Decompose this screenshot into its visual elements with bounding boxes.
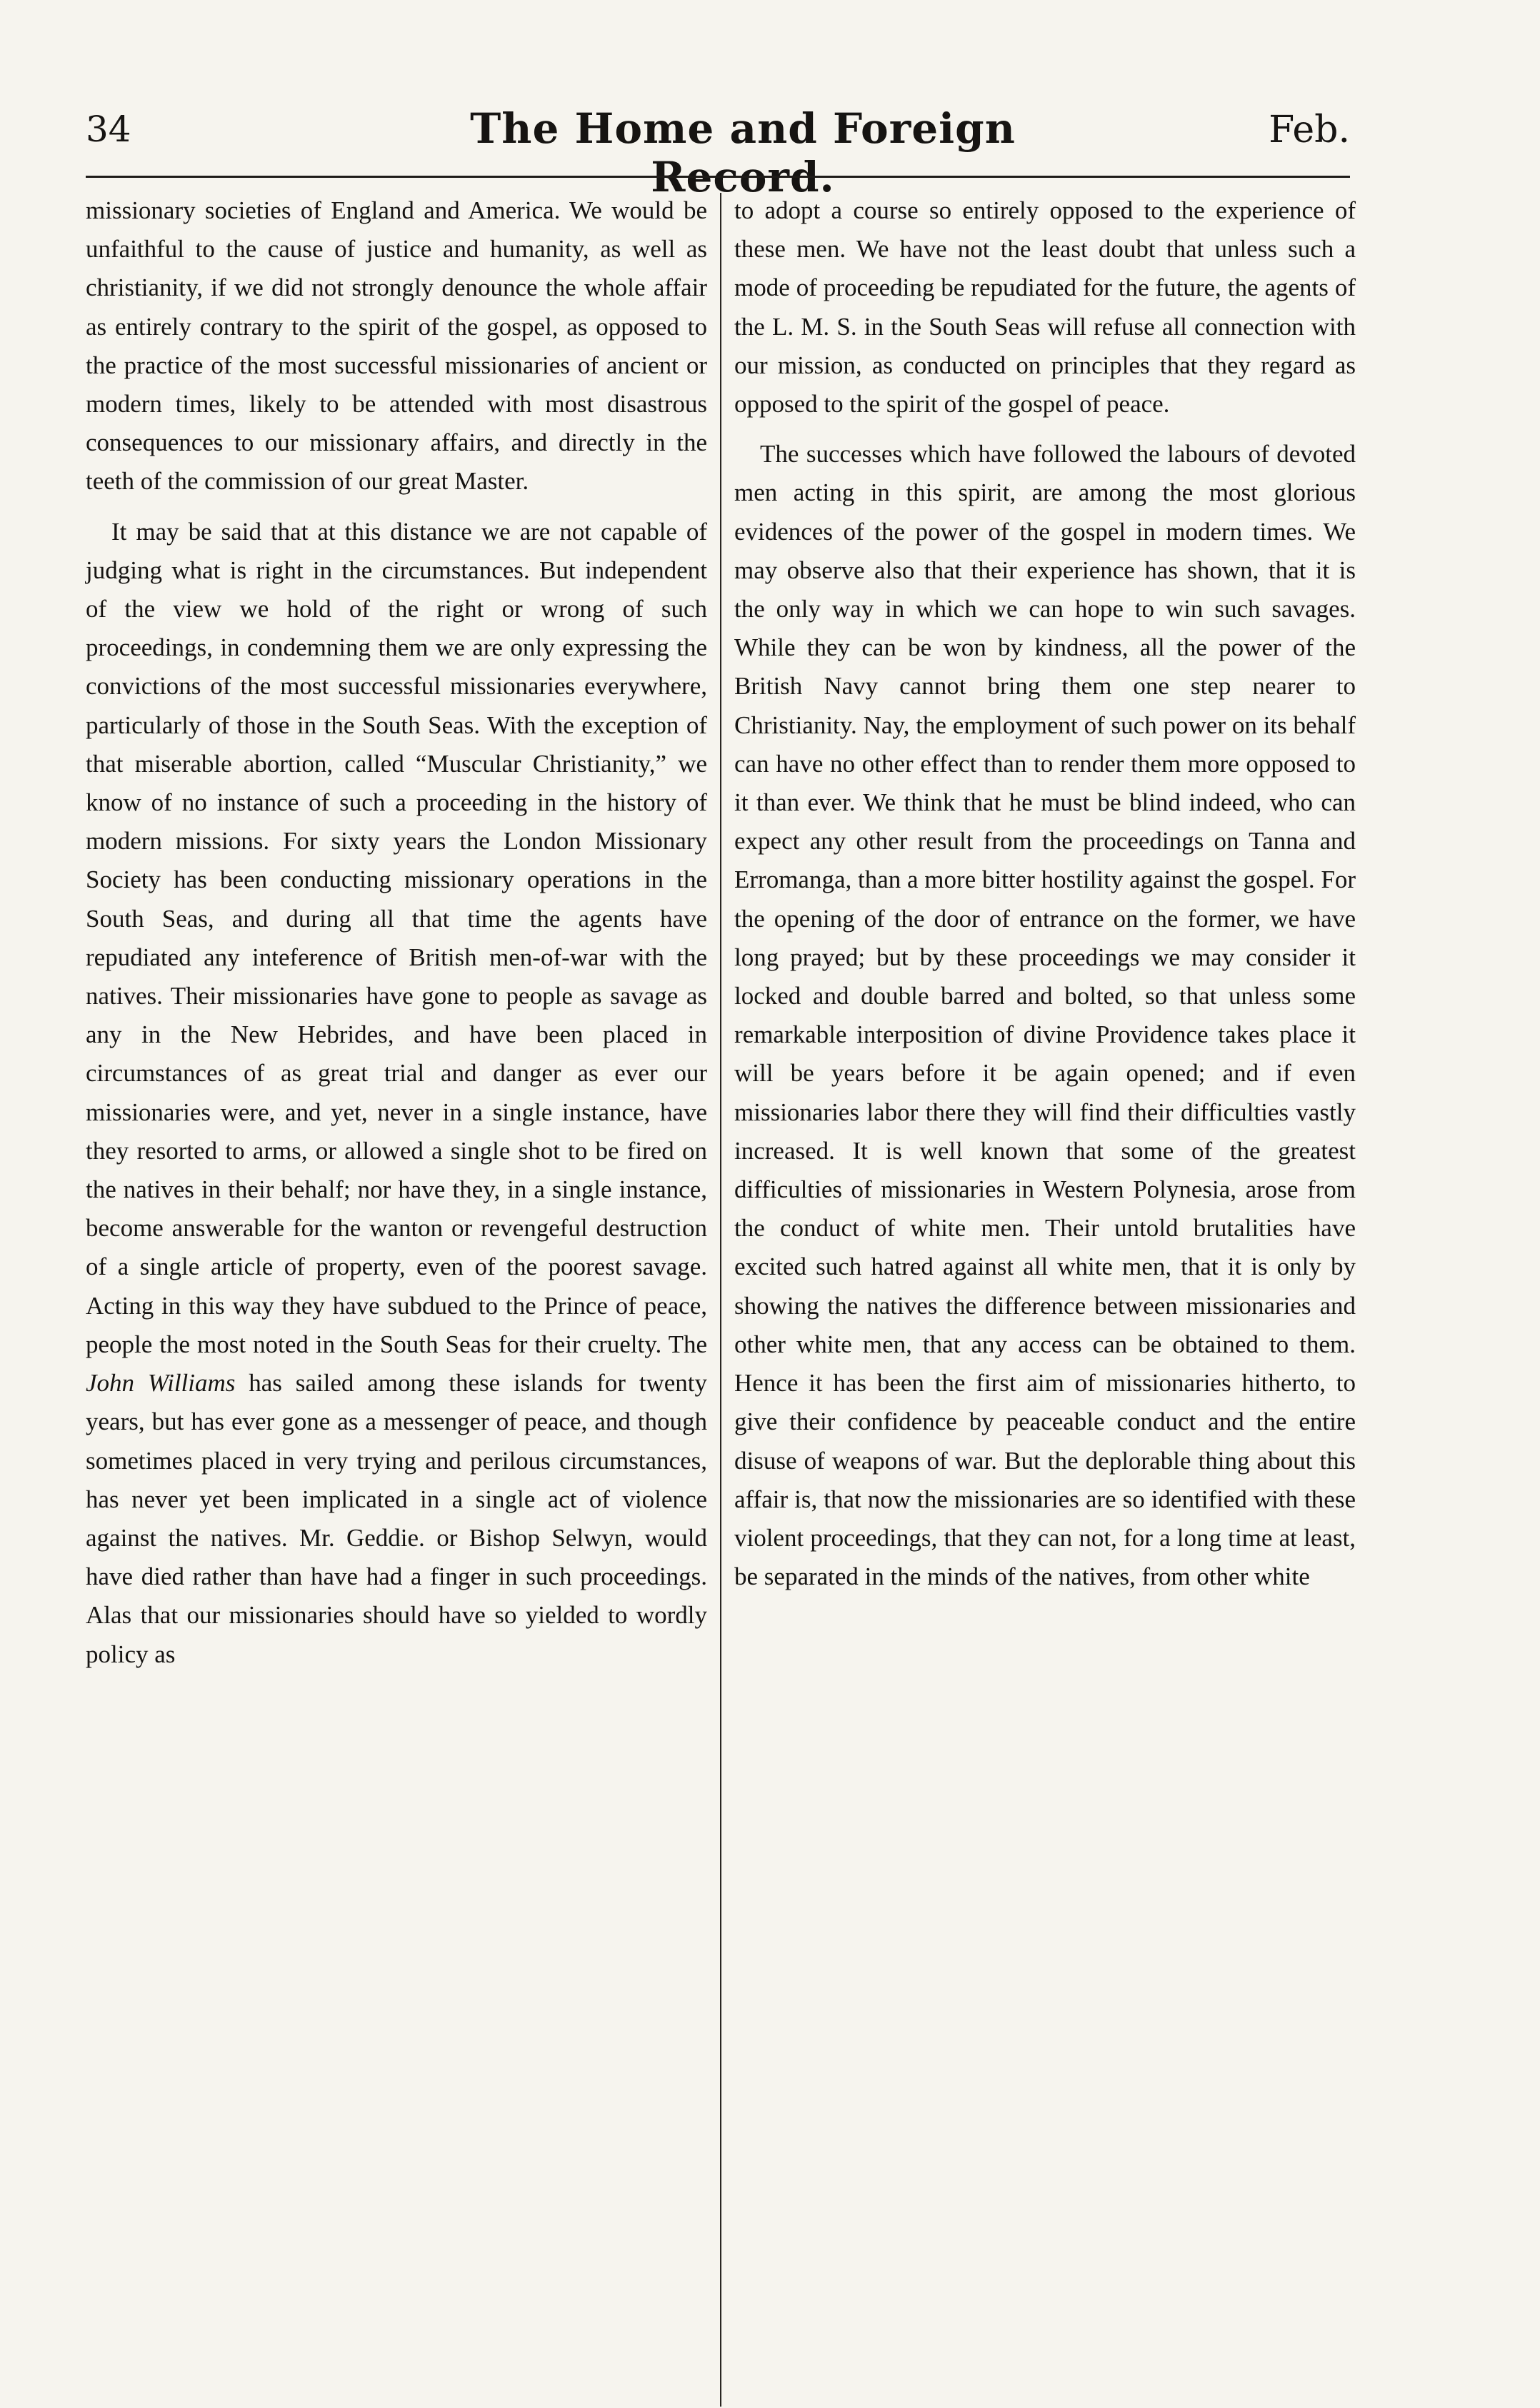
column-rule	[720, 193, 721, 2407]
header-rule	[86, 176, 1350, 178]
header-month: Feb.	[1269, 109, 1350, 151]
right-column	[734, 191, 1356, 1596]
ship-name: John Williams	[86, 1369, 236, 1398]
paragraph: to adopt a course so entirely opposed to the experience of these men. We have not the least doubt that unless such a mode of proceeding be repudiated for the future, the agents of the L. M. S. in the South Seas will refuse all connection with our mission, as conducted on principles that they regard as opposed to the spirit of the gospel of peace.	[734, 196, 1356, 418]
left-column	[86, 191, 707, 1674]
running-header	[86, 104, 1350, 201]
paragraph-text: has sailed among these islands for twenty years, but has ever gone as a messenger of peace, and though sometimes placed in very trying and perilous circumstances, has never yet been implicated in a single act of violence against the natives. Mr. Geddie. or Bishop Selwyn, would have died rather than have had a finger in such proceedings. Alas that our missionaries should have so yielded to wordly policy as	[86, 1369, 707, 1668]
paragraph-text: It may be said that at this distance we are not capable of judging what is right in the circumstances. But independent of the view we hold of the right or wrong of such proceedings, in condemning them we are only expressing the convictions of the most successful missionaries everywhere, particularly of those in the South Seas. With the exception of that miserable abortion, called “Muscular Christianity,” we know of no instance of such a proceeding in the history of modern missions. For sixty years the London Missionary Society has been conducting missionary operations in the South Seas, and during all that time the agents have repudiated any inteference of British men-of-war with the natives. Their missionaries have gone to people as savage as any in the New Hebrides, and have been placed in circumstances of as great trial and danger as ever our missionaries were, and yet, never in a single instance, have they resorted to arms, or allowed a single shot to be fired on the natives in their behalf; nor have they, in a single instance, become answerable for the wanton or revengeful destruction of a single article of property, even of the poorest savage. Acting in this way they have subdued to the Prince of peace, people the most noted in the South Seas for their cruelty. The	[86, 517, 707, 1358]
paragraph	[86, 513, 707, 1674]
paragraph: missionary societies of England and America. We would be unfaithful to the cause of justice and humanity, as well as christianity, if we did not strongly denounce the whole affair as entirely contrary to the spirit of the gospel, as opposed to the practice of the most successful missionaries of ancient or modern times, likely to be attended with most disastrous consequences to our missionary affairs, and directly in the teeth of the commission of our great Master.	[86, 196, 707, 496]
paragraph: The successes which have followed the labours of devoted men acting in this spirit, are among the most glorious evidences of the power of the gospel in modern times. We may observe also that their experience has shown, that it is the only way in which we can hope to win such savages. While they can be won by kindness, all the power of the British Navy cannot bring them one step nearer to Christianity. Nay, the employment of such power on its behalf can have no other effect than to render them more opposed to it than ever. We think that he must be blind indeed, who can expect any other result from the proceedings on Tanna and Erromanga, than a more bitter hostility against the gospel. For the opening of the door of entrance on the former, we have long prayed; but by these proceedings we may consider it locked and double barred and bolted, so that unless some remarkable interposition of divine Providence takes place it will be years before it be again opened; and if even missionaries labor there they will find their difficulties vastly increased. It is well known that some of the greatest difficulties of missionaries in Western Polynesia, arose from the conduct of white men. Their untold brutalities have excited such hatred against all white men, that it is only by showing the natives the difference between missionaries and other white men, that any access can be obtained to them. Hence it has been the first aim of missionaries hitherto, to give their confidence by peaceable conduct and the entire disuse of weapons of war. But the deplorable thing about this affair is, that now the missionaries are so identified with these violent proceedings, that they can not, for a long time at least, be separated in the minds of the natives, from other white	[734, 440, 1356, 1591]
running-title: The Home and Foreign Record.	[470, 104, 1016, 201]
page-number: 34	[86, 109, 131, 150]
